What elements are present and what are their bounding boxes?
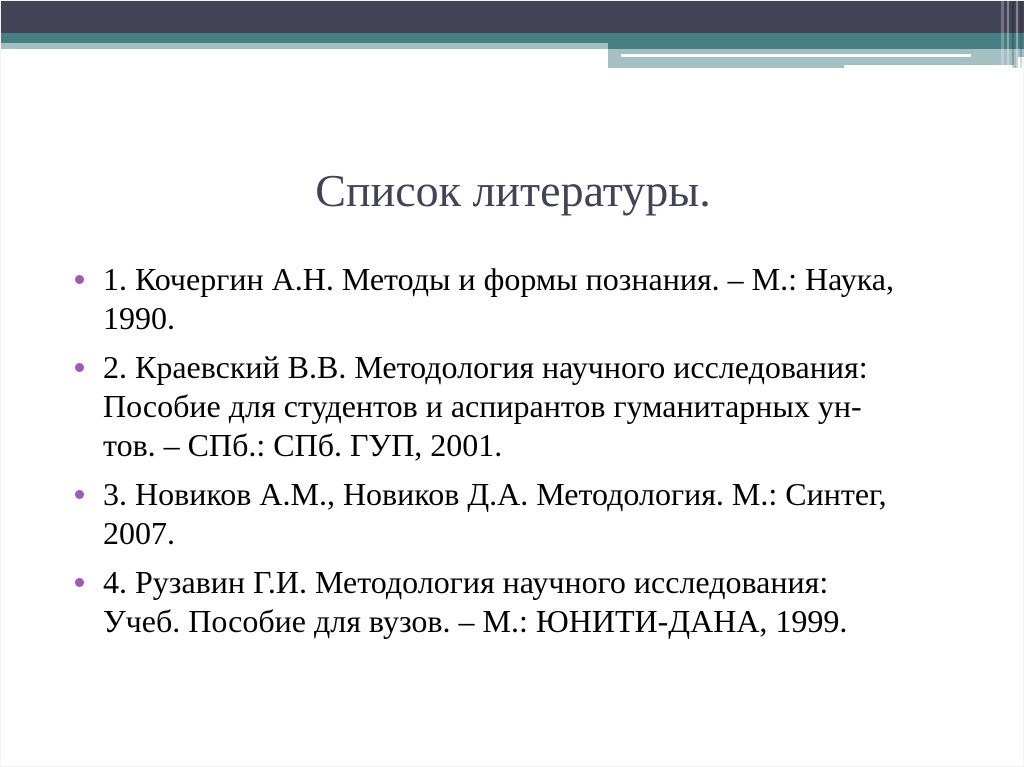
bibliography-item-2 (74, 348, 974, 465)
header-white-notch (844, 65, 1014, 69)
bullet-icon (75, 490, 84, 499)
item-line: 1. Кочергин А.Н. Методы и формы познания. – М.: Наука, (103, 261, 894, 297)
header-stripe (1016, 1, 1018, 68)
header-stripe (1020, 1, 1022, 68)
bibliography-item-4 (74, 563, 974, 641)
bullet-icon (75, 363, 84, 372)
header-stripe (1007, 1, 1009, 68)
item-line: 3. Новиков А.М., Новиков Д.А. Методология. М.: Синтег, (103, 476, 887, 512)
bullet-icon (75, 578, 84, 587)
header-stripe (1012, 1, 1014, 68)
item-line: 2007. (103, 515, 175, 551)
header-band-dark (1, 1, 1024, 33)
header-stripe (1001, 1, 1004, 68)
slide-title: Список литературы. (315, 165, 711, 216)
item-line: Учеб. Пособие для вузов. – М.: ЮНИТИ-ДАНА, 1999. (103, 603, 848, 639)
item-line: Пособие для студентов и аспирантов гуманитарных ун- (103, 388, 862, 424)
item-line: тов. – СПб.: СПб. ГУП, 2001. (103, 427, 503, 463)
header-band-teal (1, 33, 1024, 43)
bibliography-item-1 (74, 260, 974, 338)
bibliography-item-3 (74, 475, 974, 553)
bibliography-list (74, 260, 974, 651)
item-line: 1990. (103, 300, 175, 336)
bullet-icon (75, 275, 84, 284)
item-line: 4. Рузавин Г.И. Методология научного исследования: (103, 564, 829, 600)
item-line: 2. Краевский В.В. Методология научного исследования: (103, 349, 868, 385)
header-band-light-left (1, 43, 608, 49)
